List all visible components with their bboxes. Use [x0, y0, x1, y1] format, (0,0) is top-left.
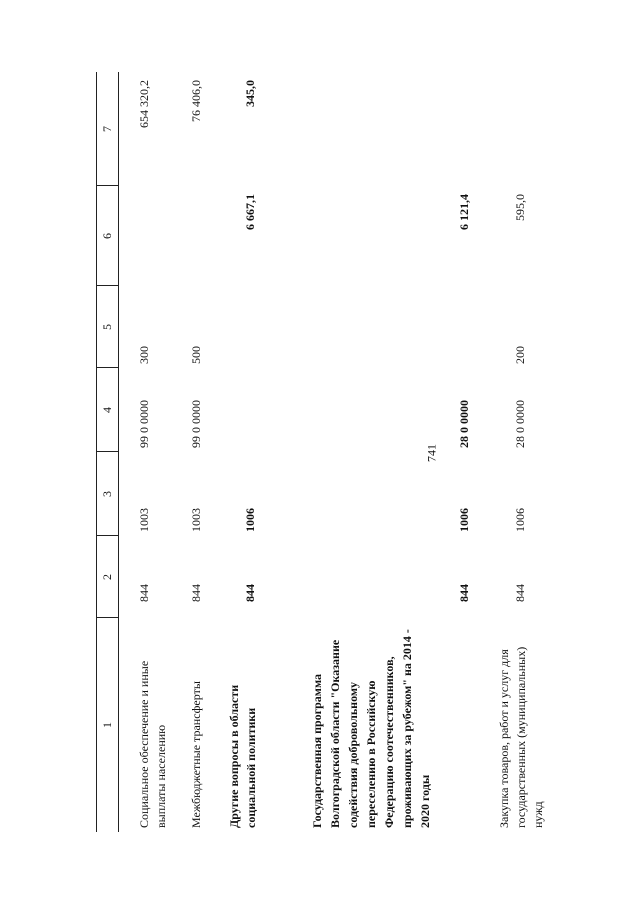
row-name: Закупка товаров, работ и услуг для государственных (муниципальных) нужд	[497, 646, 545, 828]
header-col-6: 6	[100, 233, 114, 239]
row-col-3: 1006	[457, 508, 471, 532]
row-col-5: 500	[189, 346, 203, 364]
row-col-4: 28 0 0000	[513, 400, 527, 448]
row-name: Социальное обеспечение и иные выплаты населению	[137, 660, 168, 828]
header-col-2: 2	[100, 574, 114, 580]
row-name: Другие вопросы в области социальной политики	[227, 684, 258, 828]
row-col-5: 200	[513, 346, 527, 364]
row-col-7: 654 320,2	[137, 80, 151, 128]
row-col-3: 1003	[137, 508, 151, 532]
row-col-6: 6 667,1	[243, 194, 257, 230]
row-col-3: 1006	[513, 508, 527, 532]
row-col-4: 99 0 0000	[137, 400, 151, 448]
row-col-5: 300	[137, 346, 151, 364]
row-col-7: 76 406,0	[189, 80, 203, 122]
row-col-6: 595,0	[513, 194, 527, 221]
row-col-2: 844	[189, 584, 203, 602]
row-name: Государственная программа Волгоградской области "Оказание содействия добровольному переселению в Российскую Федерацию соотечественников, проживающих за рубежом" на 2014 - 2020 годы	[310, 629, 432, 828]
header-col-1: 1	[100, 722, 114, 728]
row-col-2: 844	[513, 584, 527, 602]
row-col-3: 1003	[189, 508, 203, 532]
row-col-6: 6 121,4	[457, 194, 471, 230]
header-col-7: 7	[100, 126, 114, 132]
header-col-3: 3	[100, 491, 114, 497]
row-col-4: 99 0 0000	[189, 400, 203, 448]
header-col-5: 5	[100, 324, 114, 330]
page-number: 741	[424, 444, 439, 462]
budget-table	[96, 72, 636, 832]
row-name: Межбюджетные трансферты	[189, 681, 203, 828]
row-col-2: 844	[457, 584, 471, 602]
header-bottom-rule	[118, 72, 119, 832]
row-col-3: 1006	[243, 508, 257, 532]
row-col-2: 844	[137, 584, 151, 602]
header-col-4: 4	[100, 407, 114, 413]
row-col-4: 28 0 0000	[457, 400, 471, 448]
row-col-7: 345,0	[243, 80, 257, 107]
row-col-2: 844	[243, 584, 257, 602]
